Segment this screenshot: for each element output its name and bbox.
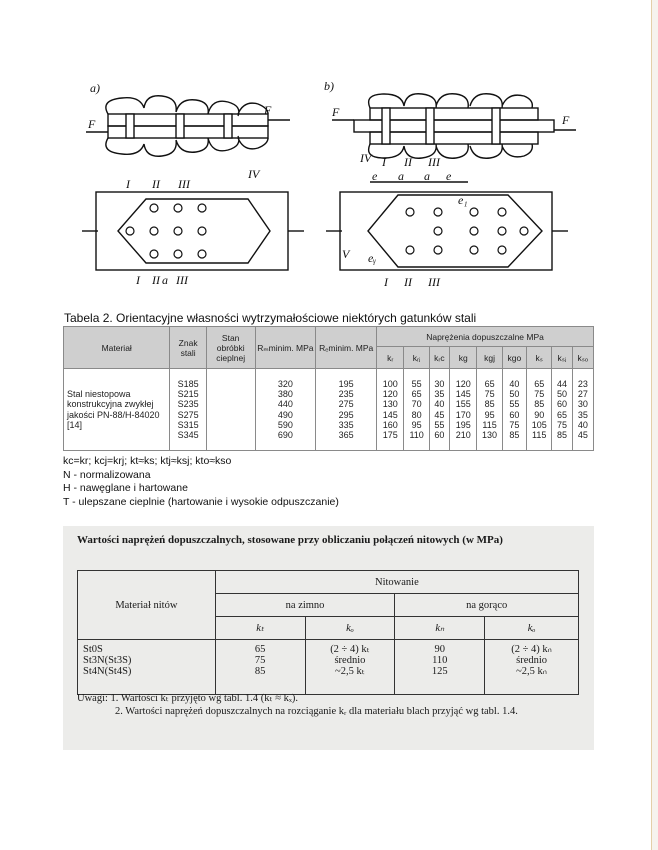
kr-column: 100 120 130 145 160 175 <box>377 369 404 451</box>
force-label-b2: F <box>562 113 570 127</box>
header-cold-kt: kₜ <box>215 617 305 640</box>
header-kr: kᵣ <box>377 347 404 369</box>
ks-column: 65 75 85 90 105 115 <box>527 369 552 451</box>
header-rivet-material: Materiał nitów <box>78 571 216 640</box>
header-allowable: Naprężenia dopuszczalne MPa <box>377 327 594 347</box>
dim-e-b: e <box>372 169 378 183</box>
ksj-column: 44 50 60 65 75 85 <box>552 369 572 451</box>
header-cold: na zimno <box>215 594 395 617</box>
steel-properties-table <box>63 326 594 451</box>
table2-caption: Tabela 2. Orientacyjne własności wytrzymałościowe niektórych gatunków stali <box>64 311 477 325</box>
roman-i-a: I <box>126 177 130 191</box>
roman-iii-a-bottom: III <box>176 273 188 287</box>
header-hot-kt: kₙ <box>395 617 485 640</box>
roman-v-b: V <box>342 247 350 261</box>
roman-iv-b: IV <box>360 151 372 165</box>
roman-iii-b-bottom: III <box>428 275 440 289</box>
note-line: T - ulepszane cieplnie (hartowanie i wysokie odpuszczanie) <box>63 495 339 508</box>
kgo-column: 40 50 55 60 75 85 <box>502 369 526 451</box>
roman-iii-b: III <box>428 155 440 169</box>
header-grade: Znak stali <box>170 327 206 369</box>
dim-ey-b: eᵧ <box>368 251 377 265</box>
roman-iii-a: III <box>178 177 190 191</box>
roman-ii-a-bottom: II <box>152 273 160 287</box>
header-ks: kₛ <box>527 347 552 369</box>
header-krc: kᵣc <box>429 347 449 369</box>
krj-column: 55 65 70 80 95 110 <box>404 369 429 451</box>
header-kgj: kgj <box>477 347 502 369</box>
force-label-a2: F <box>264 103 272 117</box>
header-re: Rₑminim. MPa <box>316 327 377 369</box>
table3-notes <box>77 692 577 718</box>
dim-a-a: a <box>162 273 168 287</box>
header-hot: na gorąco <box>395 594 579 617</box>
dim-a-b2: a <box>424 169 430 183</box>
table3-note-1: Uwagi: 1. Wartości kₜ przyjęto wg tabl. 1.4 (kₜ ≈ kₓ). <box>77 693 299 704</box>
kso-column: 23 27 30 35 40 45 <box>572 369 593 451</box>
table3-title: Wartości naprężeń dopuszczalnych, stosowane przy obliczaniu połączeń nitowych (w MPa) <box>77 534 503 546</box>
roman-ii-b-bottom: II <box>404 275 412 289</box>
header-kgo: kgo <box>502 347 526 369</box>
note-line: H - nawęglane i hartowane <box>63 482 188 494</box>
header-cold-ko: kₒ <box>305 617 395 640</box>
header-hot-ko: kₒ <box>485 617 579 640</box>
header-kg: kg <box>450 347 477 369</box>
scanned-rivet-table <box>63 526 594 750</box>
header-riveting: Nitowanie <box>215 571 578 594</box>
header-material: Materiał <box>64 327 170 369</box>
header-rm: Rₘminim. MPa <box>255 327 316 369</box>
roman-iv-a: IV <box>248 167 260 181</box>
treatment-column <box>206 369 255 451</box>
force-label-b: F <box>332 105 340 119</box>
header-ksj: kₛⱼ <box>552 347 572 369</box>
kg-column: 120 145 155 170 195 210 <box>450 369 477 451</box>
dim-e1-b: e₁ <box>458 193 468 207</box>
header-treatment: Stan obróbki cieplnej <box>206 327 255 369</box>
cold-ko-values: (2 ÷ 4) kₜ średnio ~2,5 kₜ <box>305 640 395 695</box>
dim-e-b2: e <box>446 169 452 183</box>
header-kso: kₛₒ <box>572 347 593 369</box>
grade-column: S185 S215 S235 S275 S315 S345 <box>170 369 206 451</box>
rivet-materials: St0S St3N(St3S) St4N(St4S) <box>78 640 216 695</box>
header-krj: kᵣⱼ <box>404 347 429 369</box>
rivet-joint-figure <box>78 74 580 310</box>
force-label-a: F <box>88 117 96 131</box>
roman-i-a-bottom: I <box>136 273 140 287</box>
roman-ii-a: II <box>152 177 160 191</box>
rivet-stress-table <box>77 570 579 695</box>
roman-ii-b: II <box>404 155 412 169</box>
roman-i-b: I <box>382 155 386 169</box>
note-line: N - normalizowana <box>63 468 151 481</box>
note-line: kc=kr; kcj=krj; kt≈ks; ktj≈ksj; kto≈kso <box>63 455 232 467</box>
kgj-column: 65 75 85 95 115 130 <box>477 369 502 451</box>
hot-ko-values: (2 ÷ 4) kₙ średnio ~2,5 kₙ <box>485 640 579 695</box>
rm-column: 320 380 440 490 590 690 <box>255 369 316 451</box>
rivet-drawing <box>78 74 580 310</box>
dim-a-b1: a <box>398 169 404 183</box>
roman-i-b-bottom: I <box>384 275 388 289</box>
table2-notes <box>63 455 339 509</box>
material-cell: Stal niestopowa konstrukcyjna zwykłej jakości PN-88/H-84020 [14] <box>64 369 170 451</box>
label-b: b) <box>324 79 334 93</box>
label-a: a) <box>90 81 100 95</box>
table3-note-2: 2. Wartości naprężeń dopuszczalnych na rozciąganie kᵣ dla materiału blach przyjąć wg tabl. 1.4. <box>115 706 518 717</box>
re-column: 195 235 275 295 335 365 <box>316 369 377 451</box>
hot-kt-values: 90 110 125 <box>395 640 485 695</box>
krc-column: 30 35 40 45 55 60 <box>429 369 449 451</box>
cold-kt-values: 65 75 85 <box>215 640 305 695</box>
